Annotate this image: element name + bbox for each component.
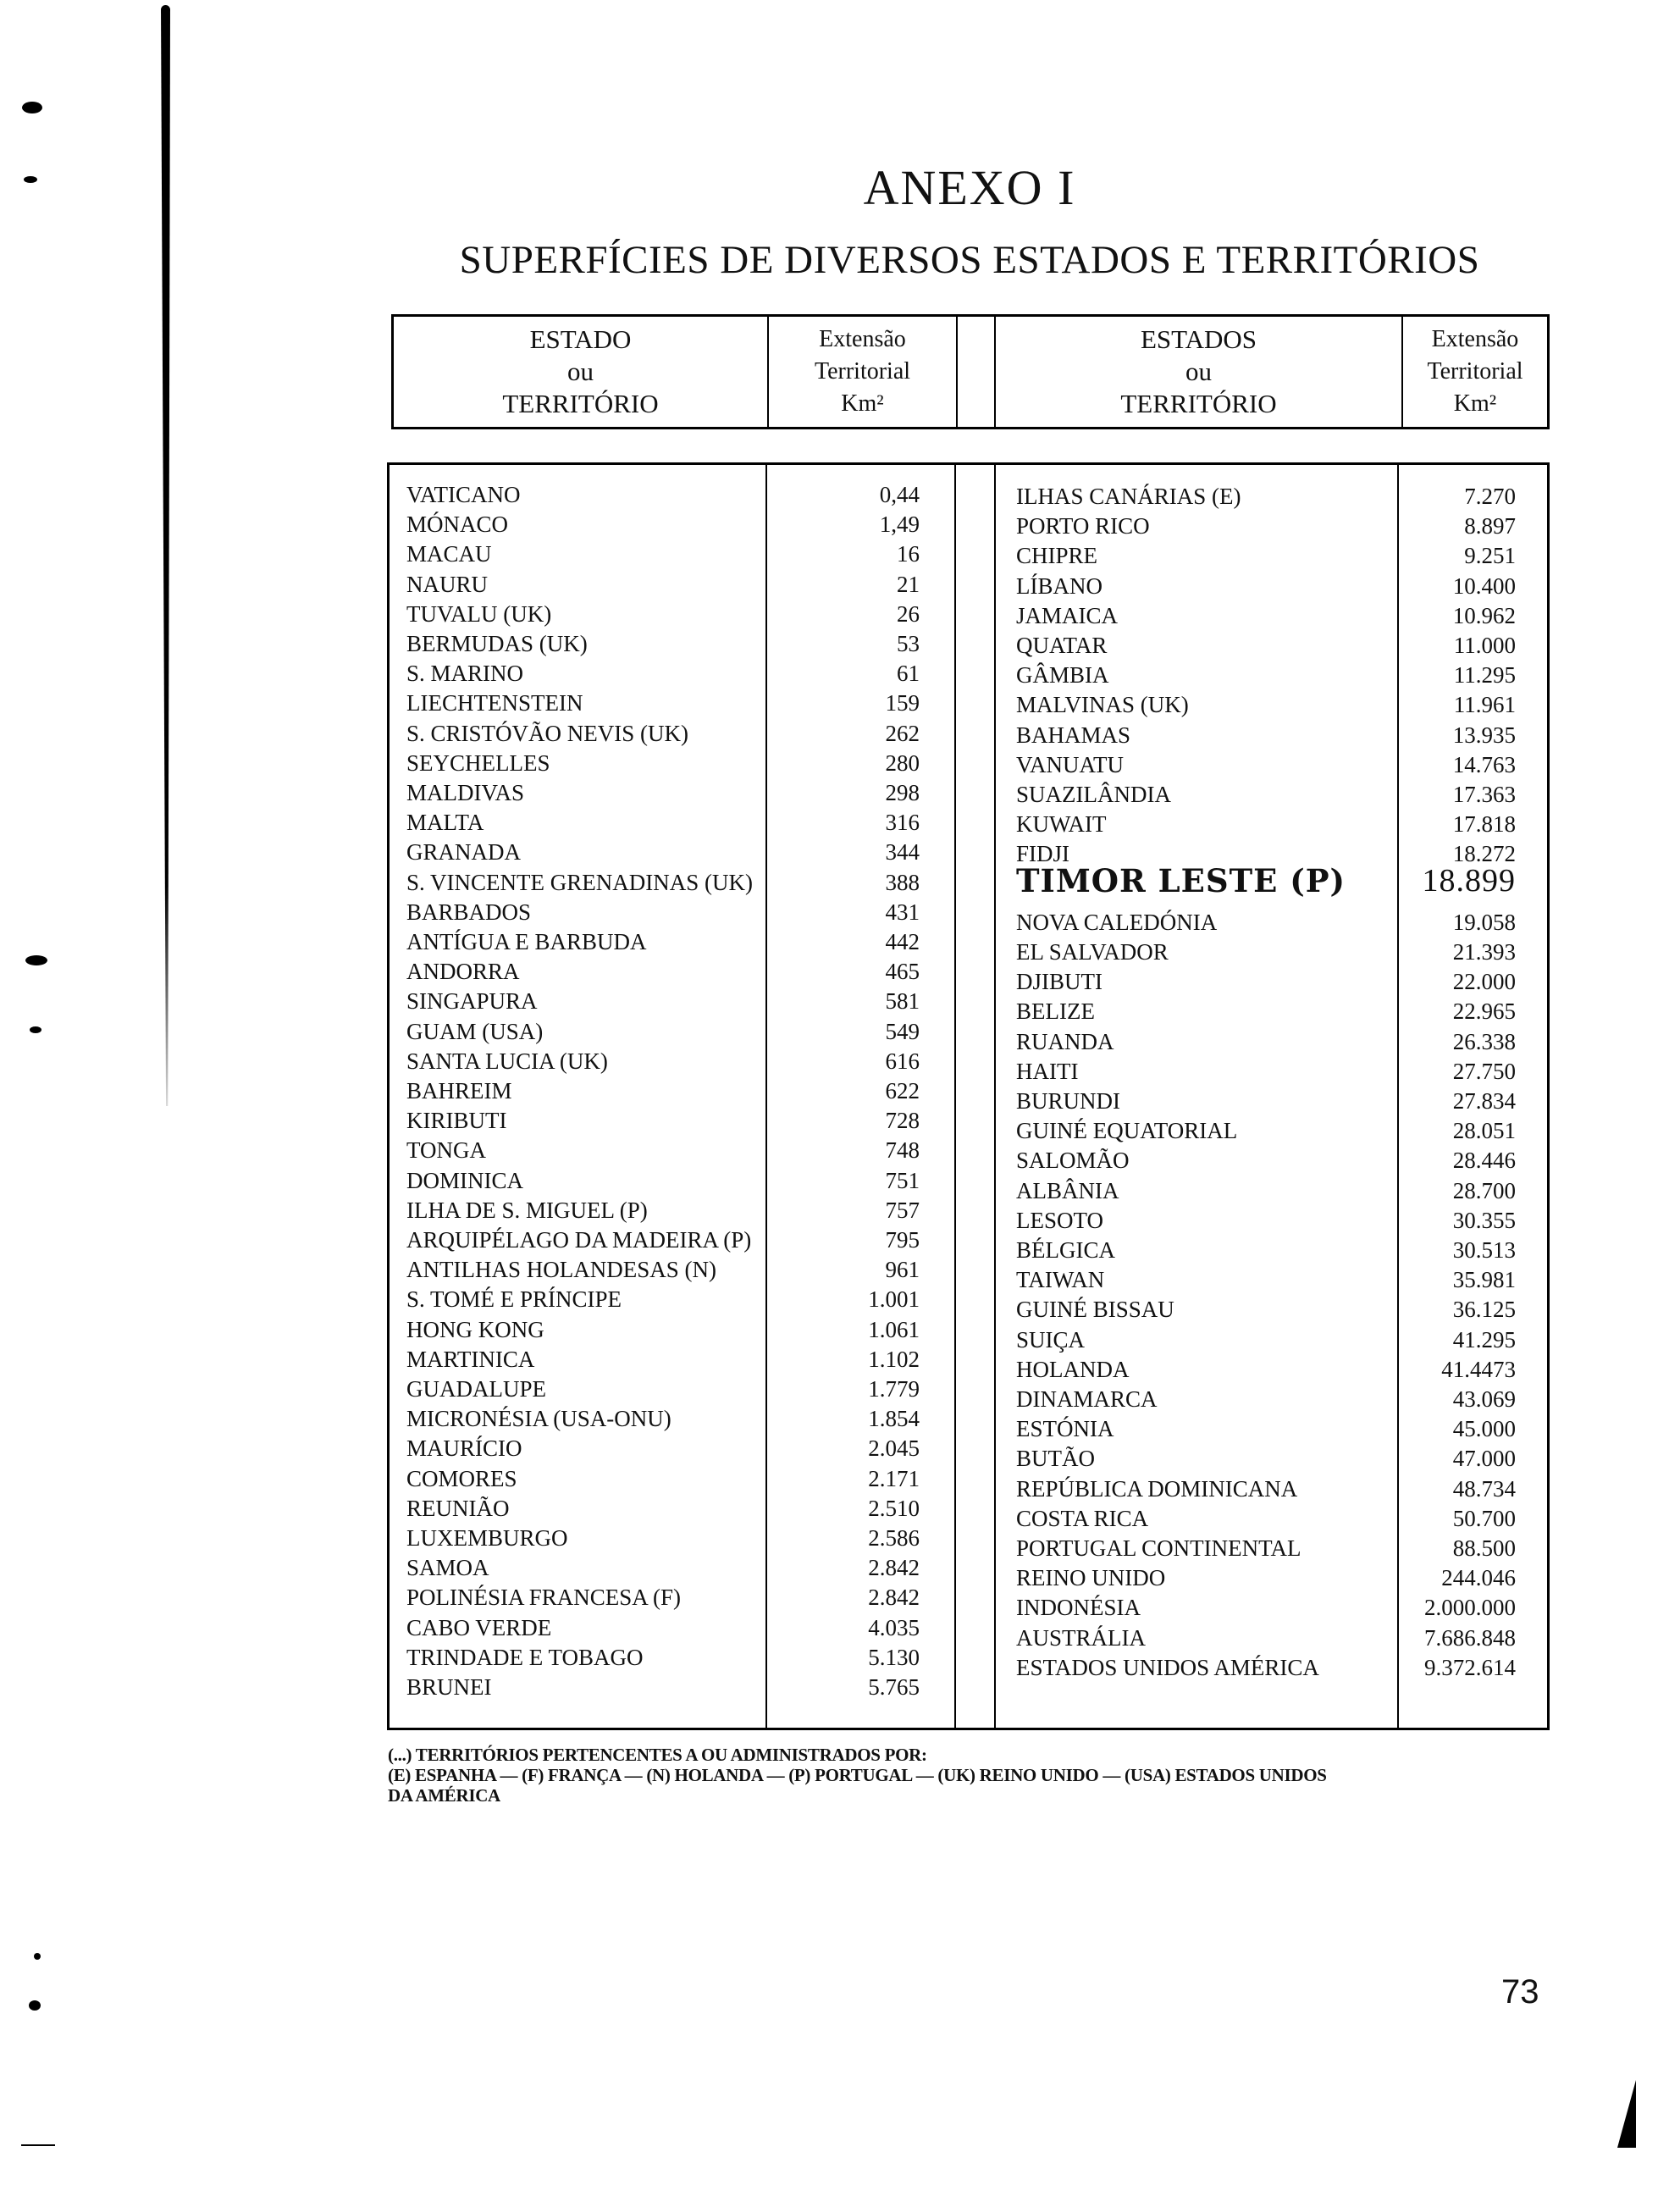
table-row-value: 9.251 [1464,543,1516,569]
table-row-name: SANTA LUCIA (UK) [406,1048,608,1074]
table-row-name: SUIÇA [1016,1326,1086,1352]
table-row-value: 1.102 [868,1346,920,1372]
table-row-value: 26 [897,600,920,627]
table-row-name: BARBADOS [406,899,532,925]
table-row-name: SINGAPURA [406,988,538,1015]
table-row-name: VATICANO [406,482,521,507]
header-right-name: ESTADOS ou TERRITÓRIO [1120,324,1277,418]
table-row-name: LIECHTENSTEIN [406,690,583,716]
table-row-value: 53 [897,631,920,656]
table-row-value: 9.372.614 [1424,1654,1516,1680]
table-row-value: 751 [885,1167,920,1193]
table-row-name: BURUNDI [1016,1088,1121,1114]
table-row-name: NOVA CALEDÓNIA [1016,909,1218,935]
table-row-name: LUXEMBURGO [406,1525,568,1551]
table-row-value: 11.961 [1453,692,1516,718]
table-row-name: ILHA DE S. MIGUEL (P) [406,1197,648,1223]
table-row-value: 549 [885,1018,920,1044]
header-left-name: ESTADO ou TERRITÓRIO [502,324,659,418]
table-row-value: 28.700 [1452,1177,1516,1203]
table-row-value: 2.842 [868,1555,920,1581]
table-row-value: 465 [885,959,920,985]
page-title: ANEXO I [863,160,1076,215]
table-row-value: 616 [885,1048,920,1074]
table-row-name: DOMINICA [406,1167,523,1193]
table-header [391,314,1550,429]
table-row-name: ALBÂNIA [1016,1177,1119,1203]
table-row-value: 388 [885,869,920,895]
table-row-name: AUSTRÁLIA [1016,1624,1146,1651]
table-row-name: LÍBANO [1016,573,1102,599]
table-row-value: 21.393 [1452,939,1516,965]
table-row-name: DINAMARCA [1016,1386,1158,1412]
table-row-name: SALOMÃO [1016,1148,1130,1174]
table-row-name: HOLANDA [1016,1356,1130,1382]
table-row-value: 61 [897,661,920,687]
table-row-value: 442 [885,929,920,954]
table-row-value: 2.842 [868,1585,920,1611]
table-row-name: GUADALUPE [406,1376,546,1402]
table-row-value: 0,44 [879,482,920,507]
table-row-name: TAIWAN [1016,1267,1105,1293]
table-row-value: 28.051 [1452,1118,1516,1144]
table-row-value: 2.000.000 [1424,1595,1516,1621]
table-row-value: 4.035 [868,1614,920,1640]
scan-hole-mark [22,102,42,113]
table-row-name: GUINÉ EQUATORIAL [1016,1118,1238,1144]
table-row-value: 5.130 [868,1644,920,1670]
table-row-value: 7.686.848 [1424,1624,1516,1651]
table-row-value: 316 [885,810,920,836]
table-row-value: 1.854 [868,1406,920,1432]
table-row-value: 8.897 [1464,513,1516,539]
table-row-value: 280 [885,750,920,776]
table-row-name: ANTILHAS HOLANDESAS (N) [406,1257,716,1283]
table-row-value: 17.363 [1452,782,1516,807]
table-row-name: KUWAIT [1016,811,1107,838]
table-row-name: NAURU [406,571,489,597]
table-row-value: 21 [897,571,920,597]
table-row-name: HONG KONG [406,1316,544,1342]
table-row-name: BAHAMAS [1016,722,1131,748]
table-row-name: GUINÉ BISSAU [1016,1297,1174,1323]
table-row-value: 728 [885,1108,920,1134]
table-row-value: 30.355 [1452,1207,1516,1233]
table-row-value: 50.700 [1452,1505,1516,1531]
table-row-value: 26.338 [1452,1028,1516,1054]
table-row-value: 262 [885,720,920,746]
table-row-name: RUANDA [1016,1028,1114,1054]
column-divider [954,465,956,1728]
table-row-value: 244.046 [1441,1565,1516,1591]
table-row-name: ILHAS CANÁRIAS (E) [1016,484,1241,509]
column-divider [956,317,958,427]
table-row-value: 11.295 [1453,662,1516,689]
table-row-name: SAMOA [406,1555,489,1581]
table-row-value: 757 [885,1197,920,1223]
table-row-value: 27.750 [1452,1058,1516,1084]
table-row-value: 17.818 [1452,811,1516,838]
column-divider [994,465,996,1728]
table-row-name: QUATAR [1016,633,1108,658]
table-row-name: S. VINCENTE GRENADINAS (UK) [406,869,753,895]
table-row-name: KIRIBUTI [406,1108,507,1134]
scan-hole-mark [30,1026,41,1033]
table-row-value: 431 [885,899,920,925]
table-row-name: INDONÉSIA [1016,1595,1141,1621]
table-row-value: 88.500 [1452,1535,1516,1561]
table-row-name: DJIBUTI [1016,969,1102,995]
table-body [387,462,1550,1730]
scan-bottom-dash [21,2144,55,2146]
table-row-name: REPÚBLICA DOMINICANA [1016,1475,1298,1502]
table-row-value: 1.779 [868,1376,920,1402]
footnote-line: (E) ESPANHA — (F) FRANÇA — (N) HOLANDA — (P) PORTUGAL — (UK) REINO UNIDO — (USA) ESTADOS UNIDOS [388,1765,1327,1785]
table-row-name: FIDJI [1016,841,1070,867]
table-row-name: ESTADOS UNIDOS AMÉRICA [1016,1654,1319,1680]
table-row-name: CHIPRE [1016,543,1098,569]
table-row-value: 2.171 [868,1465,920,1491]
table-row-value: 43.069 [1452,1386,1516,1412]
page-number: 73 [1501,1973,1539,2011]
table-row-name: BAHREIM [406,1078,512,1104]
table-row-name: MICRONÉSIA (USA-ONU) [406,1406,671,1432]
table-row-value: 1,49 [879,512,920,538]
table-row-value: 961 [885,1257,920,1283]
table-row-name: TIMOR LESTE (P) [1016,861,1346,899]
footnote [388,1745,1556,1806]
table-row-value: 36.125 [1452,1297,1516,1323]
footnote-line: DA AMÉRICA [388,1785,500,1806]
table-row-name: S. MARINO [406,661,524,687]
table-row-name: BERMUDAS (UK) [406,631,588,656]
table-row-name: BÉLGICA [1016,1237,1115,1263]
table-row-value: 159 [885,690,920,716]
table-row-name: TONGA [406,1137,486,1164]
table-row-value: 41.4473 [1441,1356,1516,1382]
table-row-name: TRINDADE E TOBAGO [406,1644,644,1670]
table-row-name: BELIZE [1016,998,1095,1025]
table-row-value: 16 [897,541,920,567]
table-row-name: BUTÃO [1016,1446,1095,1472]
table-row-name: LESOTO [1016,1207,1104,1233]
table-row-value: 13.935 [1452,722,1516,748]
table-row-value: 10.962 [1452,602,1516,628]
table-row-value: 41.295 [1452,1326,1516,1352]
table-row-value: 45.000 [1452,1416,1516,1442]
table-row-value: 27.834 [1452,1088,1516,1114]
table-row-name: SEYCHELLES [406,750,550,776]
table-row-value: 10.400 [1452,573,1516,599]
table-row-value: 35.981 [1452,1267,1516,1293]
table-row-value: 581 [885,988,920,1015]
table-row-name: TUVALU (UK) [406,600,552,627]
table-row-value: 22.965 [1452,998,1516,1025]
table-row-value: 11.000 [1453,633,1516,658]
table-row-name: ANDORRA [406,959,520,985]
table-row-name: POLINÉSIA FRANCESA (F) [406,1585,682,1611]
header-left-value: Extensão Territorial Km² [814,326,911,417]
table-row-name: MAURÍCIO [406,1435,522,1462]
table-row-name: GÂMBIA [1016,662,1109,689]
table-row-name: COMORES [406,1465,517,1491]
table-row-value: 2.045 [868,1435,920,1462]
table-row-name: GUAM (USA) [406,1018,544,1044]
scan-corner-mark [1617,2080,1636,2148]
table-row-value: 19.058 [1452,909,1516,935]
table-row-name: JAMAICA [1016,602,1119,628]
table-row-name: ESTÓNIA [1016,1416,1114,1442]
table-row-value: 2.586 [868,1525,920,1551]
table-row-name: REUNIÃO [406,1495,510,1521]
table-row-name: EL SALVADOR [1016,939,1169,965]
table-row-name: MALVINAS (UK) [1016,692,1189,718]
table-row-name: ANTÍGUA E BARBUDA [406,929,647,954]
table-row-name: MALTA [406,810,484,836]
table-row-value: 14.763 [1452,751,1516,777]
table-row-value: 18.899 [1422,862,1516,899]
table-row-value: 7.270 [1464,484,1516,509]
table-row-name: SUAZILÂNDIA [1016,782,1171,807]
table-row-value: 1.001 [868,1286,920,1313]
table-row-name: REINO UNIDO [1016,1565,1166,1591]
table-row-value: 47.000 [1452,1446,1516,1472]
table-row-value: 28.446 [1452,1148,1516,1174]
table-row-name: MALDIVAS [406,780,525,805]
table-row-value: 622 [885,1078,920,1104]
table-row-value: 795 [885,1227,920,1253]
table-row-value: 298 [885,780,920,805]
table-row-name: HAITI [1016,1058,1079,1084]
scan-hole-mark [29,2000,41,2011]
table-row-value: 30.513 [1452,1237,1516,1263]
page-subtitle: SUPERFÍCIES DE DIVERSOS ESTADOS E TERRITÓRIOS [459,238,1480,282]
header-right-value: Extensão Territorial Km² [1427,326,1523,417]
table-row-name: S. CRISTÓVÃO NEVIS (UK) [406,720,689,746]
table-row-name: CABO VERDE [406,1614,552,1640]
footnote-line: (...) TERRITÓRIOS PERTENCENTES A OU ADMINISTRADOS POR: [388,1745,927,1765]
table-row-value: 22.000 [1452,969,1516,995]
table-row-name: GRANADA [406,839,521,866]
scan-hole-mark [34,1953,41,1960]
table-row-name: S. TOMÉ E PRÍNCIPE [406,1286,622,1313]
table-row-value: 18.272 [1452,841,1516,867]
scan-hole-mark [25,955,47,965]
table-row-value: 748 [885,1137,920,1164]
table-row-name: PORTUGAL CONTINENTAL [1016,1535,1301,1561]
table-row-value: 2.510 [868,1495,920,1521]
table-row-value: 344 [885,839,920,866]
table-row-name: MARTINICA [406,1346,535,1372]
table-row-name: BRUNEI [406,1674,492,1700]
table-row-name: VANUATU [1016,751,1125,777]
table-row-name: MÓNACO [406,512,509,538]
table-row-name: MACAU [406,541,492,567]
table-row-name: ARQUIPÉLAGO DA MADEIRA (P) [406,1227,752,1253]
table-row-value: 48.734 [1452,1475,1516,1502]
table-row-name: COSTA RICA [1016,1505,1149,1531]
table-row-value: 5.765 [868,1674,920,1700]
table-row-value: 1.061 [868,1316,920,1342]
table-row-name: PORTO RICO [1016,513,1150,539]
